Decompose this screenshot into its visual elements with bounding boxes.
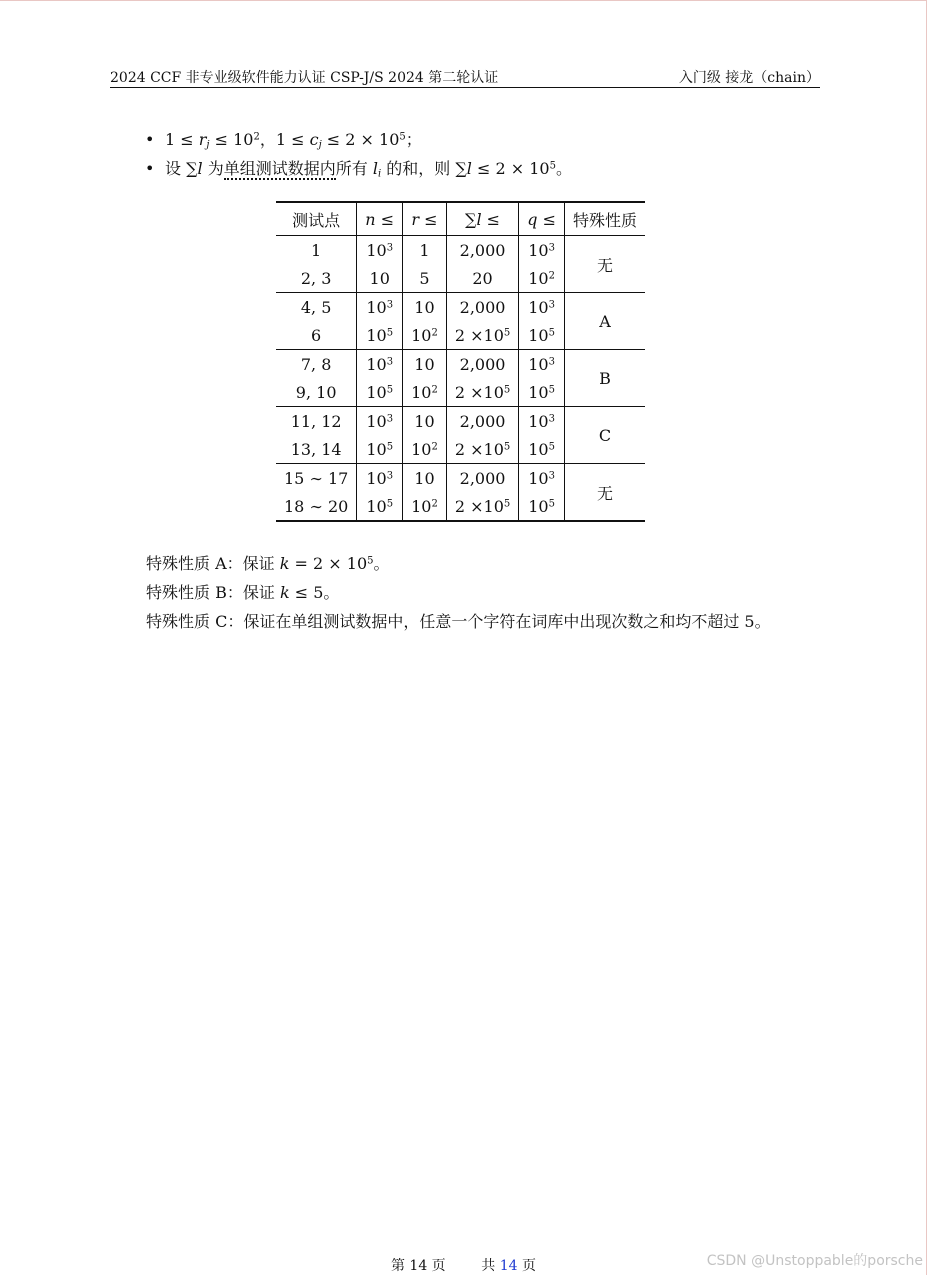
cell-case: 9, 10 [276, 378, 357, 407]
header-sum-l: ∑l ≤ [446, 202, 518, 236]
table-row [276, 236, 645, 265]
cell-r: 10 [403, 293, 447, 322]
cell-q: $10^5$ [519, 321, 565, 350]
math-text: ； [405, 130, 422, 149]
page-footer: 第 14 页 共 14 页 [390, 1258, 537, 1274]
cell-q: $10^3$ [519, 464, 565, 493]
cell-r: $10^2$ [403, 378, 447, 407]
header-problem-name: 入门级 接龙（chain） [678, 70, 820, 86]
sum-symbol: ∑ [186, 159, 198, 178]
property-b-note: 特殊性质 B：保证 k ≤ 5。 [146, 583, 340, 602]
constraint-bullet-sum [145, 156, 572, 179]
cell-n: $10^5$ [357, 378, 403, 407]
cell-q: $10^5$ [519, 492, 565, 521]
math-text: ≤ 10 [209, 130, 254, 149]
text: 的和，则 [381, 159, 456, 178]
cell-q: $10^2$ [519, 264, 565, 293]
cell-n: $10^3$ [357, 464, 403, 493]
table-header-row [276, 202, 645, 236]
property-c-note: 特殊性质 C：保证在单组测试数据中，任意一个字符在词库中出现次数之和均不超过 5。 [146, 612, 771, 631]
cell-sum-l: 2,000 [446, 236, 518, 265]
cell-r: $10^2$ [403, 321, 447, 350]
page-number: 14 [409, 1258, 428, 1274]
total-pages-link[interactable]: 14 [499, 1258, 518, 1274]
math-sub: i [377, 168, 382, 180]
math-var: r [198, 130, 207, 149]
table-row [276, 293, 645, 322]
cell-r: 10 [403, 407, 447, 436]
cell-property: 无 [565, 236, 646, 293]
header-case: 测试点 [276, 202, 357, 236]
cell-sum-l: $2 \times 10^5$ [446, 378, 518, 407]
cell-q: $10^3$ [519, 293, 565, 322]
constraint-bullet-rc [145, 127, 422, 150]
cell-r: 10 [403, 464, 447, 493]
math-var: l [197, 159, 203, 178]
sum-symbol: ∑ [455, 159, 467, 178]
cell-sum-l: $2 \times 10^5$ [446, 435, 518, 464]
cell-q: $10^3$ [519, 407, 565, 436]
cell-case: 13, 14 [276, 435, 357, 464]
table-row [276, 407, 645, 436]
text: 为 [202, 159, 224, 178]
cell-case: 15 ∼ 17 [284, 468, 349, 488]
header-title: 2024 CCF 非专业级软件能力认证 CSP-J/S 2024 第二轮认证 [110, 70, 499, 86]
property-a-note: 特殊性质 A：保证 $k = 2 \times 10^5$。 [146, 554, 390, 573]
cell-sum-l: $2 \times 10^5$ [446, 492, 518, 521]
cell-case: 2, 3 [276, 264, 357, 293]
bullet-dot: • [145, 130, 155, 149]
cell-q: $10^5$ [519, 435, 565, 464]
math-sub: j [318, 139, 322, 151]
test-case-table [276, 201, 645, 522]
table-row [276, 464, 645, 493]
cell-r: 1 [403, 236, 447, 265]
math-var: c [309, 130, 319, 149]
cell-case: 6 [276, 321, 357, 350]
cell-q: $10^3$ [519, 350, 565, 379]
cell-case: 1 [311, 240, 322, 260]
csdn-watermark: CSDN @Unstoppable的porsche [706, 1253, 923, 1269]
math-var: l [372, 159, 378, 178]
math-var: l [466, 159, 472, 178]
cell-case: 7, 8 [300, 354, 332, 374]
header-property: 特殊性质 [565, 202, 646, 236]
text: 。 [555, 159, 572, 178]
cell-q: $10^3$ [519, 236, 565, 265]
math-sup: 5 [399, 131, 406, 143]
cell-sum-l: $2 \times 10^5$ [446, 321, 518, 350]
math-text: ，1 ≤ [259, 130, 310, 149]
cell-n: $10^5$ [357, 435, 403, 464]
cell-q: $10^5$ [519, 378, 565, 407]
cell-r: 5 [403, 264, 447, 293]
cell-sum-l: 2,000 [446, 293, 518, 322]
cell-case: 4, 5 [300, 297, 332, 317]
header-n: n ≤ [357, 202, 403, 236]
cell-n: $10^3$ [357, 293, 403, 322]
math-text: ≤ 2 × 10 [471, 159, 550, 178]
cell-n: $10^3$ [357, 236, 403, 265]
cell-property: C [565, 407, 646, 464]
cell-n: $10^5$ [357, 492, 403, 521]
cell-case: 11, 12 [290, 411, 342, 431]
cell-r: 10 [403, 350, 447, 379]
cell-sum-l: 2,000 [446, 350, 518, 379]
cell-n: $10^3$ [357, 350, 403, 379]
math-sup: 5 [549, 160, 556, 172]
cell-sum-l: 20 [446, 264, 518, 293]
page-header [110, 63, 820, 88]
cell-sum-l: 2,000 [446, 407, 518, 436]
math-text: ≤ 2 × 10 [321, 130, 400, 149]
header-q: q ≤ [519, 202, 565, 236]
cell-n: $10^3$ [357, 407, 403, 436]
cell-property: B [565, 350, 646, 407]
page-top-rule [0, 0, 927, 1]
math-text: 1 ≤ [165, 130, 199, 149]
cell-r: $10^2$ [403, 435, 447, 464]
table-row [276, 350, 645, 379]
cell-case: 18 ∼ 20 [284, 496, 349, 516]
math-sub: j [206, 139, 210, 151]
cell-sum-l: 2,000 [446, 464, 518, 493]
cell-n: 10 [357, 264, 403, 293]
cell-n: $10^5$ [357, 321, 403, 350]
text: 所有 [335, 159, 373, 178]
header-r: r ≤ [403, 202, 447, 236]
emphasized-text: 单组测试数据内 [223, 159, 336, 178]
cell-property: A [565, 293, 646, 350]
cell-r: $10^2$ [403, 492, 447, 521]
bullet-dot: • [145, 159, 155, 178]
cell-property: 无 [565, 464, 646, 522]
math-sup: 2 [253, 131, 260, 143]
text: 设 [165, 159, 187, 178]
